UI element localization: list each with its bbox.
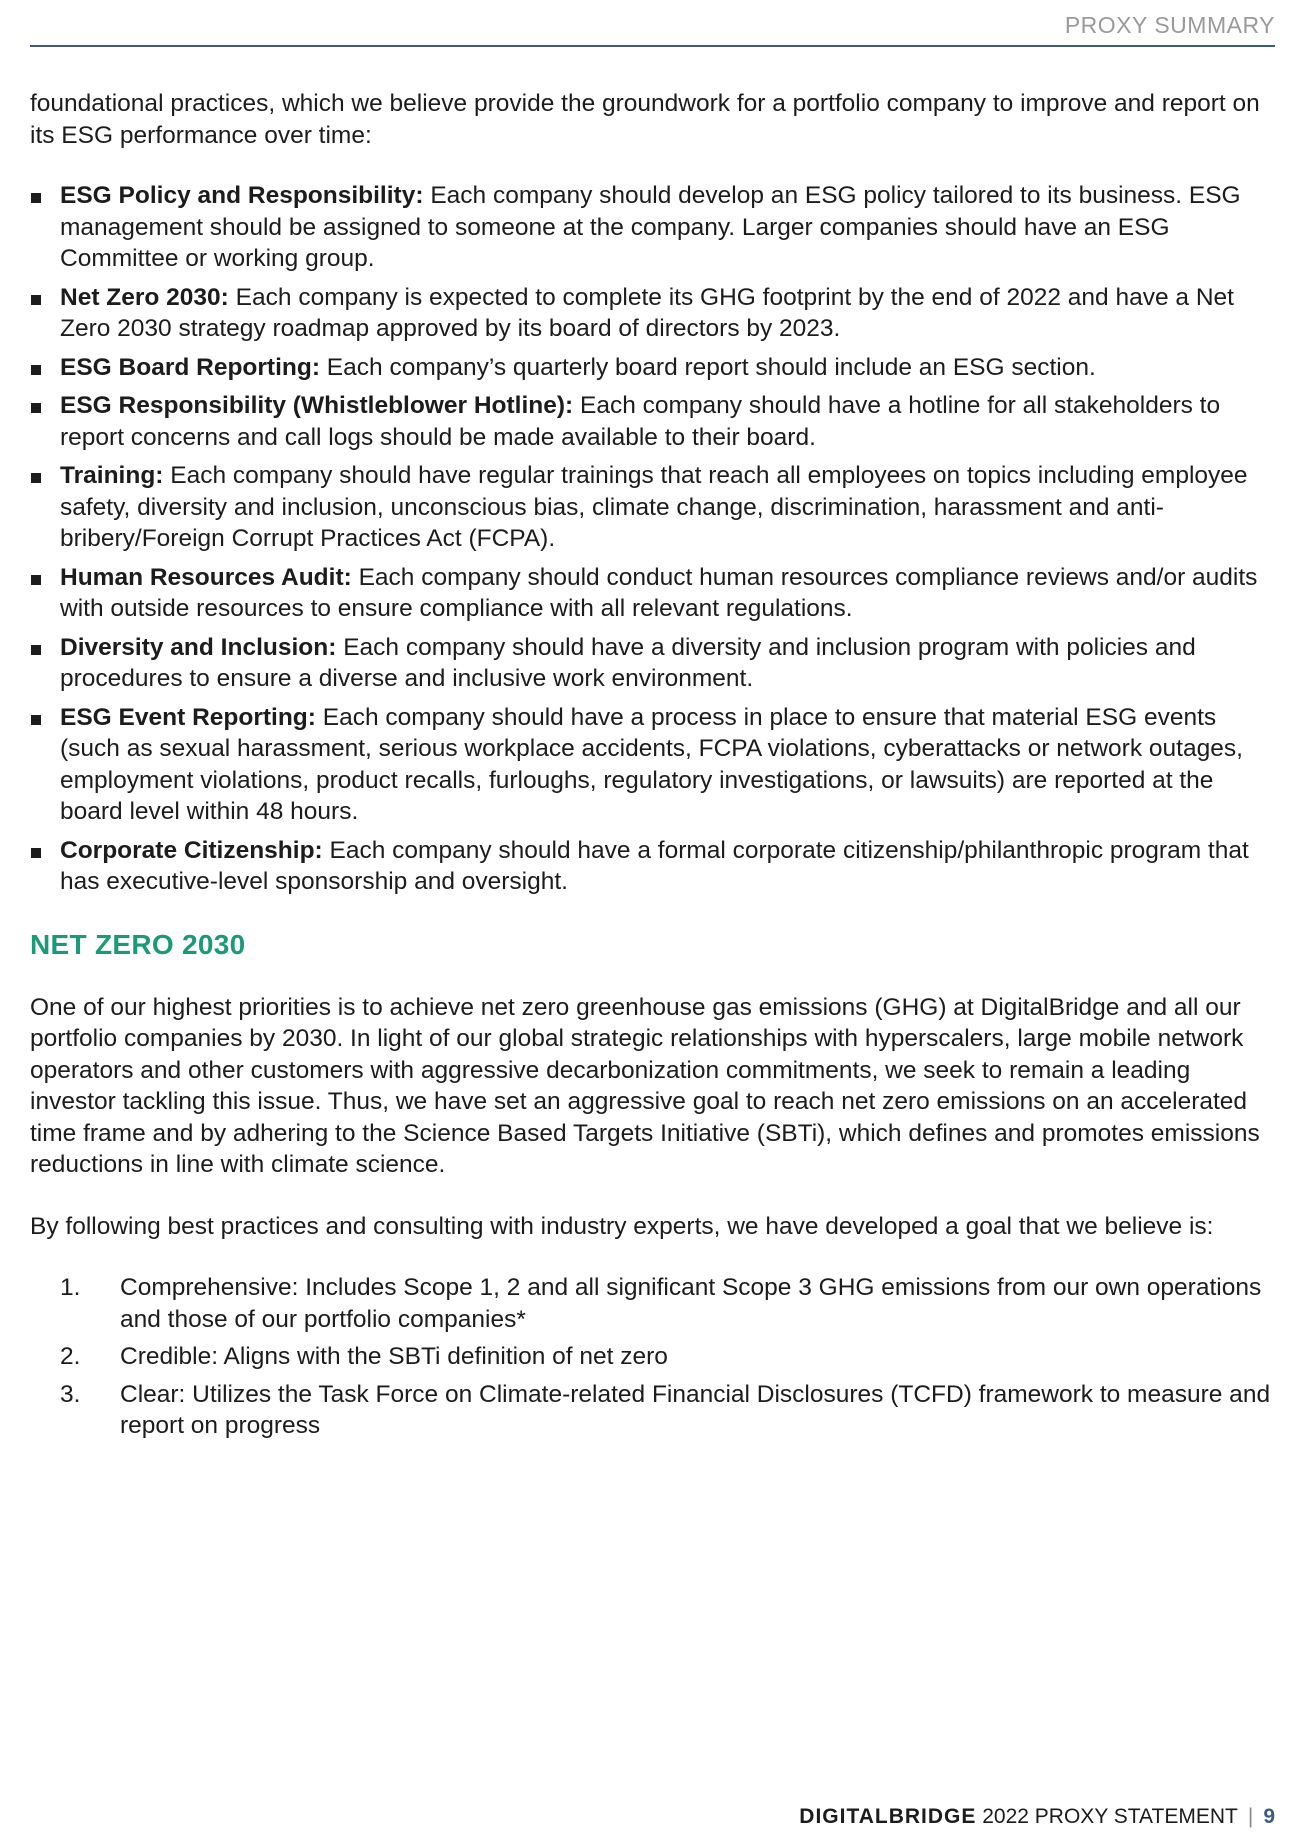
practice-label: Diversity and Inclusion: — [60, 633, 337, 661]
goal-text: Credible: Aligns with the SBTi definition of net zero — [120, 1343, 668, 1370]
bullet-square-icon — [31, 295, 41, 305]
goal-number: 2. — [60, 1343, 81, 1370]
list-item — [30, 460, 1275, 555]
practices-list — [30, 180, 1275, 898]
practice-label: ESG Event Reporting: — [60, 703, 316, 731]
net-zero-heading: NET ZERO 2030 — [30, 928, 246, 960]
bullet-square-icon — [31, 365, 41, 375]
list-item — [30, 562, 1275, 625]
list-item — [30, 180, 1275, 275]
practice-text: Each company should have a hotline for all stakeholders to report concerns and call logs should be made available to their board. — [60, 392, 1221, 451]
practice-text: Each company’s quarterly board report should include an ESG section. — [326, 353, 1096, 381]
goals-list — [30, 1272, 1275, 1442]
list-item — [30, 702, 1275, 828]
bullet-square-icon — [31, 645, 41, 655]
bullet-square-icon — [31, 848, 41, 858]
intro-paragraph: foundational practices, which we believe provide the groundwork for a portfolio company to improve and report on its ESG performance over time: — [30, 90, 1260, 149]
list-item — [30, 632, 1275, 695]
bullet-square-icon — [31, 473, 41, 483]
practice-label: Net Zero 2030: — [60, 283, 229, 311]
practice-text: Each company is expected to complete its GHG footprint by the end of 2022 and have a Net Zero 2030 strategy roadmap approved by its board of directors by 2023. — [60, 283, 1234, 342]
page-number: 9 — [1263, 1805, 1275, 1828]
page-content — [30, 88, 1275, 1448]
list-item — [30, 835, 1275, 898]
goal-text: Comprehensive: Includes Scope 1, 2 and all significant Scope 3 GHG emissions from our own operations and those of our portfolio companies* — [120, 1274, 1262, 1333]
goal-number: 3. — [60, 1380, 81, 1408]
list-item — [30, 282, 1275, 345]
bullet-square-icon — [31, 403, 41, 413]
bullet-square-icon — [31, 715, 41, 725]
practice-text: Each company should have a diversity and inclusion program with policies and procedures to ensure a diverse and inclusive work environment. — [60, 633, 1196, 692]
bullet-square-icon — [31, 193, 41, 203]
practice-label: ESG Board Reporting: — [60, 353, 320, 381]
practice-label: Human Resources Audit: — [60, 563, 352, 591]
page-footer — [799, 1804, 1275, 1830]
goal-number: 1. — [60, 1274, 81, 1301]
practice-text: Each company should have regular trainings that reach all employees on topics including employee safety, diversity and inclusion, unconscious bias, climate change, discrimination, harassment and anti-bribery/Foreign Corrupt Practices Act (FCPA). — [60, 462, 1248, 552]
practice-text: Each company should conduct human resources compliance reviews and/or audits with outside resources to ensure compliance with all relevant regulations. — [60, 563, 1258, 622]
practice-label: Corporate Citizenship: — [60, 836, 323, 864]
practice-label: Training: — [60, 462, 164, 489]
bullet-square-icon — [31, 575, 41, 585]
practice-label: ESG Policy and Responsibility: — [60, 182, 424, 209]
document-page — [30, 0, 1275, 1838]
document-title: 2022 PROXY STATEMENT — [982, 1805, 1238, 1828]
goal-text: Clear: Utilizes the Task Force on Climate-related Financial Disclosures (TCFD) framework to measure and report on progress — [120, 1380, 1271, 1439]
net-zero-paragraph: One of our highest priorities is to achieve net zero greenhouse gas emissions (GHG) at DigitalBridge and all our portfolio companies by 2030. In light of our global strategic relationships with hyperscalers, large mobile network operators and other customers with aggressive decarbonization commitments, we seek to remain a leading investor tackling this issue. Thus, we have set an aggressive goal to reach net zero emissions on an accelerated time frame and by adhering to the Science Based Targets Initiative (SBTi), which defines and promotes emissions reductions in line with climate science. — [30, 993, 1260, 1178]
page-header — [30, 12, 1275, 47]
practice-text: Each company should have a process in place to ensure that material ESG events (such as sexual harassment, serious workplace accidents, FCPA violations, cyberattacks or network outages, employment violations, product recalls, furloughs, regulatory investigations, or lawsuits) are reported at the board level within 48 hours. — [60, 703, 1243, 825]
list-item — [30, 1272, 1275, 1335]
practice-text: Each company should develop an ESG policy tailored to its business. ESG management should be assigned to someone at the company. Larger companies should have an ESG Committee or working group. — [60, 182, 1241, 272]
list-item — [30, 1341, 1275, 1373]
list-item — [30, 1379, 1275, 1442]
section-title: PROXY SUMMARY — [1064, 12, 1275, 38]
goal-intro-paragraph: By following best practices and consulting with industry experts, we have developed a goal that we believe is: — [30, 1212, 1214, 1240]
practice-label: ESG Responsibility (Whistleblower Hotline): — [60, 392, 574, 419]
list-item — [30, 390, 1275, 453]
practice-text: Each company should have a formal corporate citizenship/philanthropic program that has executive-level sponsorship and oversight. — [60, 836, 1249, 895]
footer-separator: | — [1247, 1805, 1254, 1828]
list-item — [30, 352, 1275, 384]
brand-name: DIGITALBRIDGE — [799, 1805, 977, 1828]
